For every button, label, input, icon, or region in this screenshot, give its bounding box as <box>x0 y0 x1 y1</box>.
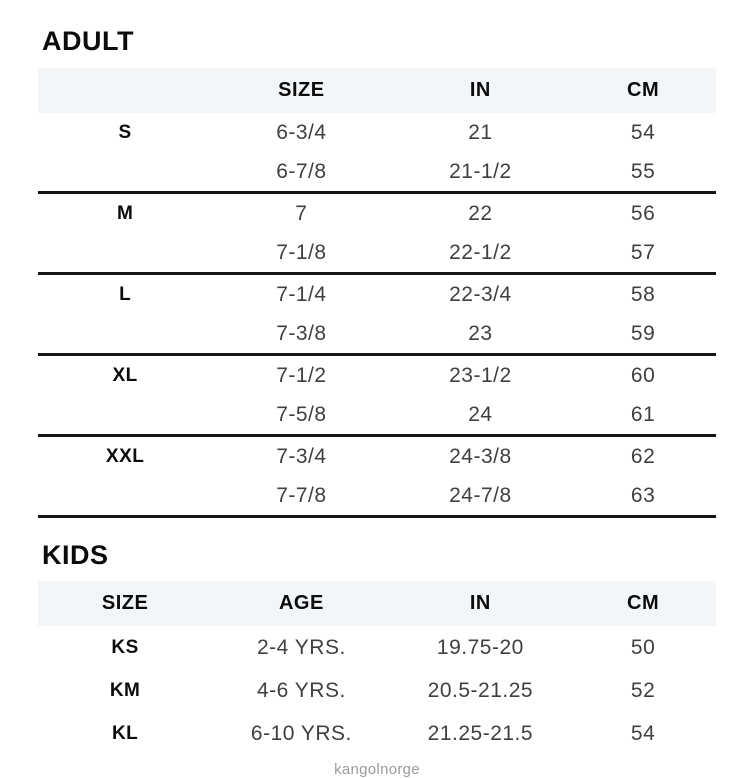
inches-cell: 21.25-21.5 <box>427 721 534 745</box>
hat-size-cell: 6-3/4 <box>276 120 327 144</box>
kids-col-in: IN <box>391 581 571 626</box>
inches-cell: 24-7/8 <box>391 476 571 517</box>
kids-header-row <box>38 581 716 626</box>
adult-size-table <box>38 68 716 518</box>
adult-col-in: IN <box>391 68 571 113</box>
kids-size-table <box>38 581 716 755</box>
cm-cell: 59 <box>570 314 716 355</box>
hat-size-cell: 7-5/8 <box>212 395 390 436</box>
cm-cell: 60 <box>630 363 656 387</box>
kids-col-cm: CM <box>570 581 716 626</box>
cm-cell: 54 <box>630 721 656 745</box>
table-row <box>38 712 716 755</box>
inches-cell: 23-1/2 <box>449 363 512 387</box>
hat-size-cell: 7-1/8 <box>212 233 390 274</box>
table-row <box>38 193 716 234</box>
size-label: KS <box>111 636 139 658</box>
adult-col-cm: CM <box>570 68 716 113</box>
age-cell: 2-4 YRS. <box>256 635 346 659</box>
cm-cell: 55 <box>570 152 716 193</box>
kids-col-size: SIZE <box>38 581 212 626</box>
table-row <box>38 669 716 712</box>
kids-col-age: AGE <box>212 581 390 626</box>
cm-cell: 52 <box>630 678 656 702</box>
size-label: L <box>119 283 132 305</box>
adult-col-size: SIZE <box>212 68 390 113</box>
cm-cell: 57 <box>570 233 716 274</box>
inches-cell: 22-3/4 <box>449 282 512 306</box>
cm-cell: 62 <box>630 444 656 468</box>
inches-cell: 22 <box>468 201 493 225</box>
size-label: XXL <box>105 445 145 467</box>
table-row <box>38 233 716 274</box>
table-row <box>38 355 716 396</box>
hat-size-cell: 6-7/8 <box>212 152 390 193</box>
inches-cell: 24 <box>391 395 571 436</box>
hat-size-cell: 7-3/4 <box>276 444 327 468</box>
cm-cell: 50 <box>630 635 656 659</box>
kids-section-title: KIDS <box>42 540 109 571</box>
size-label <box>38 395 212 436</box>
table-row <box>38 113 716 152</box>
hat-size-cell: 7-1/4 <box>276 282 327 306</box>
inches-cell: 23 <box>391 314 571 355</box>
inches-cell: 21-1/2 <box>391 152 571 193</box>
table-row <box>38 626 716 669</box>
store-name-text: kangolnorge <box>334 761 420 778</box>
size-label: S <box>118 121 132 143</box>
table-row <box>38 395 716 436</box>
cm-cell: 63 <box>570 476 716 517</box>
cm-cell: 54 <box>630 120 656 144</box>
size-label: M <box>116 202 134 224</box>
adult-col-blank <box>38 68 212 113</box>
table-row <box>38 436 716 477</box>
size-label: KM <box>109 679 141 701</box>
inches-cell: 20.5-21.25 <box>427 678 534 702</box>
inches-cell: 21 <box>468 120 493 144</box>
adult-section-title: ADULT <box>42 26 134 56</box>
inches-cell: 19.75-20 <box>436 635 524 659</box>
adult-header-row <box>38 68 716 113</box>
table-row <box>38 314 716 355</box>
size-label <box>38 314 212 355</box>
size-label <box>38 152 212 193</box>
cm-cell: 58 <box>630 282 656 306</box>
size-label: XL <box>112 364 138 386</box>
size-label: KL <box>111 722 139 744</box>
size-label <box>38 233 212 274</box>
hat-size-cell: 7-3/8 <box>212 314 390 355</box>
cm-cell: 56 <box>630 201 656 225</box>
hat-size-cell: 7-1/2 <box>276 363 327 387</box>
size-label <box>38 476 212 517</box>
hat-size-cell: 7 <box>295 201 308 225</box>
table-row <box>38 476 716 517</box>
age-cell: 4-6 YRS. <box>256 678 346 702</box>
inches-cell: 24-3/8 <box>449 444 512 468</box>
age-cell: 6-10 YRS. <box>250 721 352 745</box>
table-row <box>38 152 716 193</box>
table-row <box>38 274 716 315</box>
inches-cell: 22-1/2 <box>391 233 571 274</box>
cm-cell: 61 <box>570 395 716 436</box>
hat-size-cell: 7-7/8 <box>212 476 390 517</box>
